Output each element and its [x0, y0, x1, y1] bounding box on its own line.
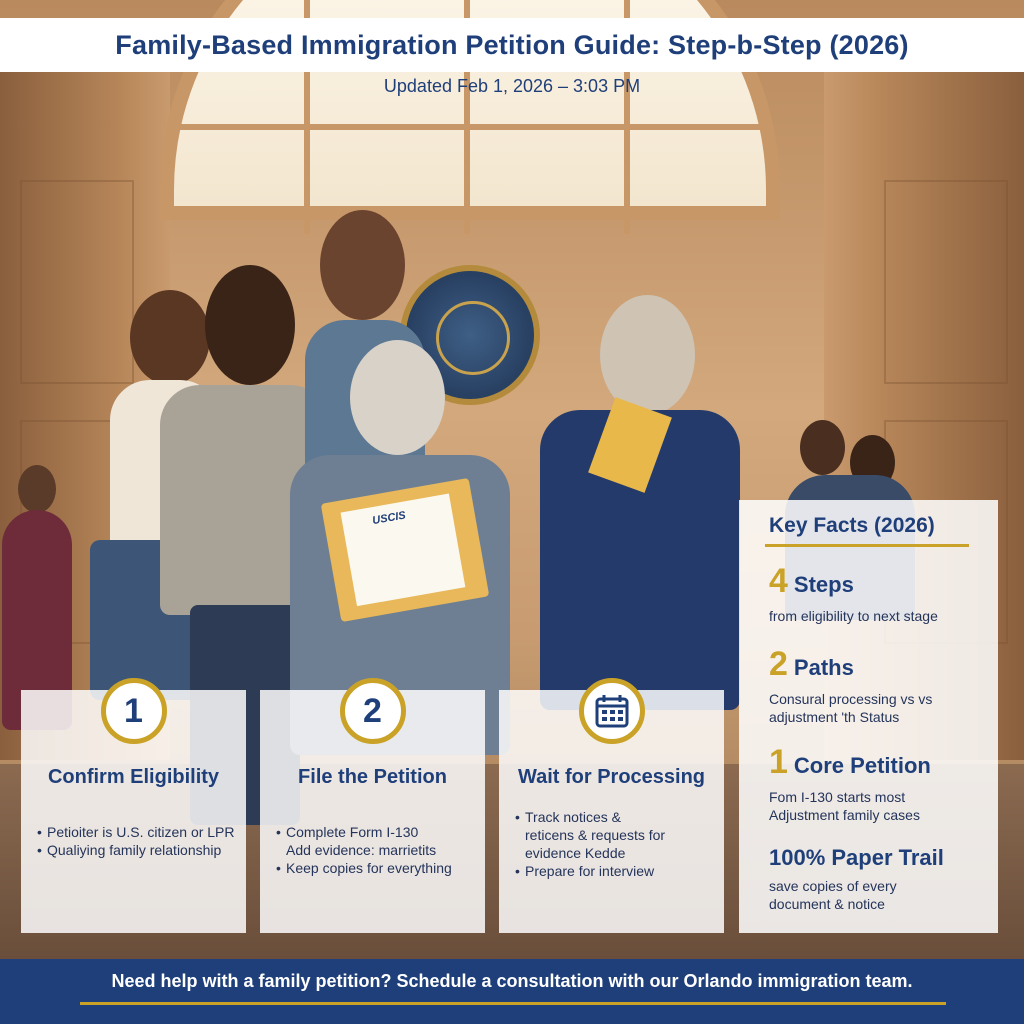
- fact-number: 1: [769, 743, 788, 781]
- updated-timestamp: Updated Feb 1, 2026 – 3:03 PM: [383, 76, 641, 96]
- fact-steps: [769, 562, 938, 625]
- step-number-badge: 2: [340, 678, 406, 744]
- fact-label: Paths: [793, 655, 854, 680]
- bullet-item: • Complete Form I-130: [276, 823, 475, 841]
- bullet-item: evidence Kedde: [525, 845, 626, 861]
- page-title: Family-Based Immigration Petition Guide: Step-b-Step (2026): [115, 29, 909, 60]
- step-bullets: [276, 823, 475, 877]
- fact-label: 100% Paper Trail: [769, 845, 944, 870]
- bullet-item: Add evidence: marrietits: [286, 842, 437, 858]
- fact-text: from eligibility to next stage: [769, 608, 938, 624]
- footer-banner: [0, 959, 1024, 1024]
- fact-paper-trail: [769, 845, 959, 913]
- fact-core-petition: [769, 743, 969, 824]
- key-facts-title: Key Facts (2026): [769, 514, 935, 537]
- step-title: File the Petition: [298, 766, 447, 788]
- fact-text: save copies of every document & notice: [769, 878, 897, 912]
- folder-label: USCIS: [371, 509, 407, 528]
- step-bullets: [37, 823, 236, 859]
- step-bullets: [515, 808, 714, 880]
- fact-label: Core Petition: [793, 753, 931, 778]
- calendar-icon: [579, 678, 645, 744]
- step-title: Wait for Processing: [517, 766, 706, 788]
- footer-divider: [80, 1002, 946, 1005]
- document-folder: [321, 478, 490, 622]
- fact-number: 2: [769, 645, 788, 683]
- bullet-item: reticens & requests for: [525, 827, 666, 843]
- bullet-item: • Prepare for interview: [515, 862, 714, 880]
- step-number-badge: 1: [101, 678, 167, 744]
- step-title: Confirm Eligibility: [47, 766, 220, 788]
- bullet-item: • Qualiying family relationship: [37, 841, 236, 859]
- fact-text: Consural processing vs vs adjustment 'th Status: [769, 691, 933, 725]
- step-card-2: [260, 690, 485, 933]
- bullet-item: • Petioiter is U.S. citizen or LPR: [37, 823, 236, 841]
- bullet-item: • Track notices &: [515, 808, 714, 826]
- title-banner: [0, 18, 1024, 72]
- fact-paths: [769, 645, 949, 726]
- step-card-3: [499, 690, 724, 933]
- fact-text: Fom I-130 starts most Adjustment family cases: [769, 789, 920, 823]
- divider: [765, 544, 969, 547]
- fact-number: 4: [769, 562, 788, 600]
- bullet-item: • Keep copies for everything: [276, 859, 475, 877]
- key-facts-panel: [739, 500, 998, 933]
- fact-label: Steps: [793, 572, 854, 597]
- step-card-1: [21, 690, 246, 933]
- footer-cta-text: Need help with a family petition? Schedule a consultation with our Orlando immigration team.: [111, 971, 913, 991]
